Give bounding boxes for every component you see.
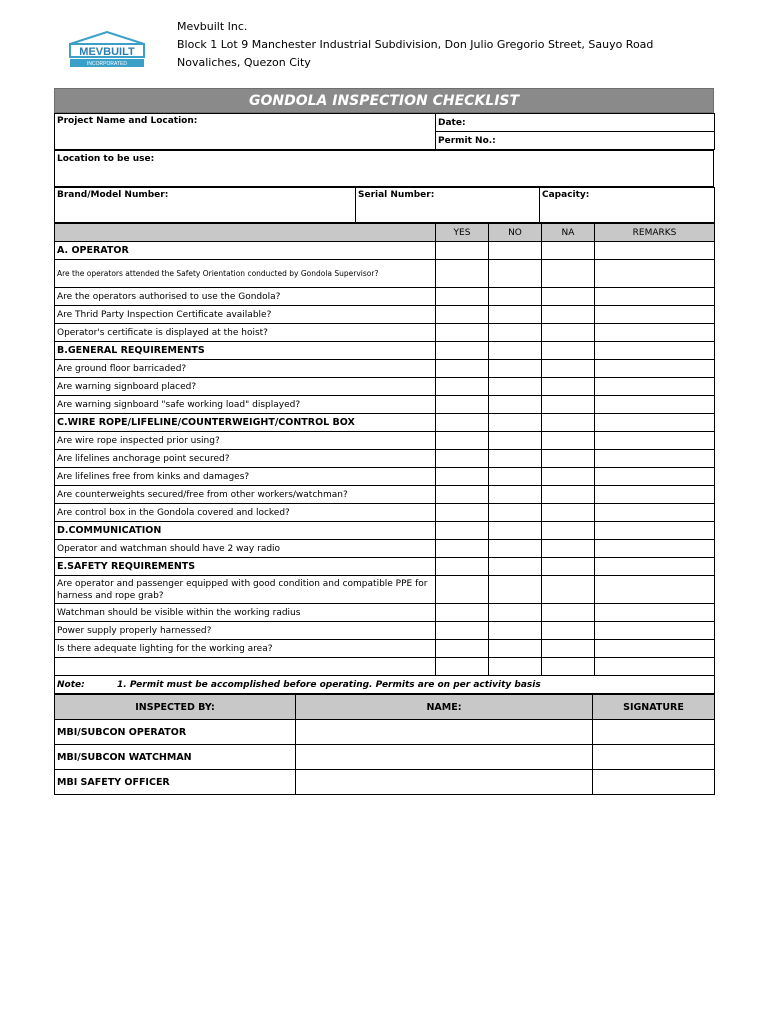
na-checkbox[interactable] xyxy=(542,432,595,450)
section-header-row xyxy=(55,242,715,260)
signoff-signature-field[interactable] xyxy=(593,770,715,795)
no-checkbox[interactable] xyxy=(489,432,542,450)
remarks-field[interactable] xyxy=(595,604,715,622)
checklist-table xyxy=(54,223,715,694)
no-checkbox[interactable] xyxy=(489,450,542,468)
yes-checkbox[interactable] xyxy=(436,504,489,522)
no-checkbox[interactable] xyxy=(489,604,542,622)
question-header xyxy=(55,224,436,242)
remarks-field[interactable] xyxy=(595,324,715,342)
checklist-item-row xyxy=(55,288,715,306)
remarks-field[interactable] xyxy=(595,540,715,558)
yes-checkbox[interactable] xyxy=(436,378,489,396)
note-text: 1. Permit must be accomplished before operating. Permits are on per activity basis xyxy=(117,679,541,690)
checklist-item-row xyxy=(55,260,715,288)
signoff-signature-field[interactable] xyxy=(593,720,715,745)
company-address-line1: Block 1 Lot 9 Manchester Industrial Subdivision, Don Julio Gregorio Street, Sauyo Road xyxy=(177,38,654,51)
checklist-item-row xyxy=(55,504,715,522)
yes-checkbox[interactable] xyxy=(436,604,489,622)
remarks-field[interactable] xyxy=(595,378,715,396)
remarks-header: REMARKS xyxy=(595,224,715,242)
yes-checkbox[interactable] xyxy=(436,486,489,504)
checklist-question: Operator's certificate is displayed at the hoist? xyxy=(55,324,436,342)
checklist-question: Are lifelines free from kinks and damages? xyxy=(55,468,436,486)
equipment-table xyxy=(54,187,715,223)
yes-cell[interactable] xyxy=(436,242,489,260)
yes-checkbox[interactable] xyxy=(436,260,489,288)
note-label: Note: xyxy=(57,679,85,690)
note-row xyxy=(55,676,715,694)
yes-checkbox[interactable] xyxy=(436,622,489,640)
checklist-body xyxy=(55,242,715,658)
section-title: A. OPERATOR xyxy=(55,242,436,260)
remarks-field[interactable] xyxy=(595,432,715,450)
letterhead xyxy=(0,0,768,88)
checklist-item-row xyxy=(55,468,715,486)
na-header: NA xyxy=(542,224,595,242)
yes-checkbox[interactable] xyxy=(436,450,489,468)
section-header-row xyxy=(55,414,715,432)
na-checkbox[interactable] xyxy=(542,450,595,468)
signoff-role: MBI/SUBCON OPERATOR xyxy=(55,720,296,745)
remarks-cell[interactable] xyxy=(595,342,715,360)
section-header-row xyxy=(55,558,715,576)
no-cell[interactable] xyxy=(489,522,542,540)
checklist-question: Are counterweights secured/free from other workers/watchman? xyxy=(55,486,436,504)
capacity-field[interactable]: Capacity: xyxy=(540,188,715,223)
signoff-role: MBI SAFETY OFFICER xyxy=(55,770,296,795)
brand-model-field[interactable]: Brand/Model Number: xyxy=(55,188,356,223)
na-checkbox[interactable] xyxy=(542,288,595,306)
no-checkbox[interactable] xyxy=(489,260,542,288)
checklist-header-row xyxy=(55,224,715,242)
name-header: NAME: xyxy=(296,695,593,720)
checklist-question: Are the operators authorised to use the Gondola? xyxy=(55,288,436,306)
na-checkbox[interactable] xyxy=(542,260,595,288)
no-checkbox[interactable] xyxy=(489,324,542,342)
checklist-item-row xyxy=(55,604,715,622)
checklist-question: Are ground floor barricaded? xyxy=(55,360,436,378)
na-checkbox[interactable] xyxy=(542,576,595,604)
signoff-header-row xyxy=(55,695,715,720)
no-cell[interactable] xyxy=(489,342,542,360)
inspected-by-header: INSPECTED BY: xyxy=(55,695,296,720)
company-address-line2: Novaliches, Quezon City xyxy=(177,56,311,69)
remarks-field[interactable] xyxy=(595,576,715,604)
location-field[interactable]: Location to be use: xyxy=(55,151,714,187)
remarks-cell[interactable] xyxy=(595,414,715,432)
checklist-item-row xyxy=(55,486,715,504)
na-checkbox[interactable] xyxy=(542,324,595,342)
yes-checkbox[interactable] xyxy=(436,396,489,414)
location-table xyxy=(54,150,714,187)
yes-checkbox[interactable] xyxy=(436,540,489,558)
checklist-question: Operator and watchman should have 2 way radio xyxy=(55,540,436,558)
signoff-name-field[interactable] xyxy=(296,720,593,745)
no-checkbox[interactable] xyxy=(489,468,542,486)
signature-header: SIGNATURE xyxy=(593,695,715,720)
na-checkbox[interactable] xyxy=(542,504,595,522)
no-checkbox[interactable] xyxy=(489,640,542,658)
checklist-question: Are lifelines anchorage point secured? xyxy=(55,450,436,468)
checklist-question: Are Thrid Party Inspection Certificate available? xyxy=(55,306,436,324)
permit-field[interactable]: Permit No.: xyxy=(436,132,715,150)
checklist-item-row xyxy=(55,576,715,604)
section-header-row xyxy=(55,522,715,540)
yes-checkbox[interactable] xyxy=(436,360,489,378)
no-checkbox[interactable] xyxy=(489,622,542,640)
na-checkbox[interactable] xyxy=(542,360,595,378)
remarks-field[interactable] xyxy=(595,504,715,522)
checklist-question: Are operator and passenger equipped with good condition and compatible PPE for harness and rope grab? xyxy=(55,576,436,604)
checklist-item-row xyxy=(55,540,715,558)
remarks-cell[interactable] xyxy=(595,558,715,576)
na-cell[interactable] xyxy=(542,558,595,576)
yes-cell[interactable] xyxy=(436,342,489,360)
logo-subtext: INCORPORATED xyxy=(87,61,127,67)
na-checkbox[interactable] xyxy=(542,640,595,658)
na-checkbox[interactable] xyxy=(542,604,595,622)
section-title: E.SAFETY REQUIREMENTS xyxy=(55,558,436,576)
remarks-field[interactable] xyxy=(595,468,715,486)
remarks-field[interactable] xyxy=(595,640,715,658)
serial-number-field[interactable]: Serial Number: xyxy=(356,188,540,223)
no-checkbox[interactable] xyxy=(489,576,542,604)
checklist-question: Are wire rope inspected prior using? xyxy=(55,432,436,450)
project-name-field[interactable]: Project Name and Location: xyxy=(55,114,436,150)
company-block xyxy=(177,18,653,72)
na-checkbox[interactable] xyxy=(542,378,595,396)
checklist-title: GONDOLA INSPECTION CHECKLIST xyxy=(54,88,714,113)
logo-text: MEVBUILT xyxy=(79,46,135,58)
remarks-field[interactable] xyxy=(595,306,715,324)
na-cell[interactable] xyxy=(542,414,595,432)
yes-cell[interactable] xyxy=(436,558,489,576)
signoff-name-field[interactable] xyxy=(296,770,593,795)
section-header-row xyxy=(55,342,715,360)
yes-cell[interactable] xyxy=(436,414,489,432)
checklist-item-row xyxy=(55,360,715,378)
remarks-cell[interactable] xyxy=(595,242,715,260)
checklist-question: Is there adequate lighting for the working area? xyxy=(55,640,436,658)
no-header: NO xyxy=(489,224,542,242)
remarks-field[interactable] xyxy=(595,288,715,306)
no-checkbox[interactable] xyxy=(489,396,542,414)
project-info-table xyxy=(54,113,715,150)
no-cell[interactable] xyxy=(489,242,542,260)
yes-checkbox[interactable] xyxy=(436,306,489,324)
remarks-field[interactable] xyxy=(595,260,715,288)
checklist-sheet xyxy=(54,88,714,795)
yes-checkbox[interactable] xyxy=(436,640,489,658)
na-checkbox[interactable] xyxy=(542,486,595,504)
checklist-question: Power supply properly harnessed? xyxy=(55,622,436,640)
no-checkbox[interactable] xyxy=(489,486,542,504)
signoff-role: MBI/SUBCON WATCHMAN xyxy=(55,745,296,770)
checklist-item-row xyxy=(55,396,715,414)
no-cell[interactable] xyxy=(489,558,542,576)
checklist-item-row xyxy=(55,640,715,658)
mevbuilt-logo xyxy=(66,31,148,71)
na-cell[interactable] xyxy=(542,242,595,260)
no-cell[interactable] xyxy=(489,414,542,432)
na-cell[interactable] xyxy=(542,342,595,360)
signoff-row xyxy=(55,770,715,795)
no-checkbox[interactable] xyxy=(489,378,542,396)
remarks-field[interactable] xyxy=(595,450,715,468)
yes-header: YES xyxy=(436,224,489,242)
remarks-field[interactable] xyxy=(595,622,715,640)
section-title: D.COMMUNICATION xyxy=(55,522,436,540)
remarks-field[interactable] xyxy=(595,396,715,414)
date-field[interactable]: Date: xyxy=(436,114,715,132)
signoff-table xyxy=(54,694,715,795)
na-checkbox[interactable] xyxy=(542,306,595,324)
yes-checkbox[interactable] xyxy=(436,288,489,306)
signoff-row xyxy=(55,720,715,745)
checklist-item-row xyxy=(55,622,715,640)
no-checkbox[interactable] xyxy=(489,540,542,558)
company-name: Mevbuilt Inc. xyxy=(177,20,248,33)
yes-checkbox[interactable] xyxy=(436,576,489,604)
signoff-row xyxy=(55,745,715,770)
checklist-item-row xyxy=(55,378,715,396)
checklist-item-row xyxy=(55,324,715,342)
no-checkbox[interactable] xyxy=(489,504,542,522)
yes-checkbox[interactable] xyxy=(436,324,489,342)
na-checkbox[interactable] xyxy=(542,622,595,640)
checklist-item-row xyxy=(55,306,715,324)
na-checkbox[interactable] xyxy=(542,540,595,558)
no-checkbox[interactable] xyxy=(489,288,542,306)
no-checkbox[interactable] xyxy=(489,306,542,324)
remarks-cell[interactable] xyxy=(595,522,715,540)
no-checkbox[interactable] xyxy=(489,360,542,378)
yes-cell[interactable] xyxy=(436,522,489,540)
section-title: C.WIRE ROPE/LIFELINE/COUNTERWEIGHT/CONTROL BOX xyxy=(55,414,436,432)
remarks-field[interactable] xyxy=(595,360,715,378)
na-checkbox[interactable] xyxy=(542,396,595,414)
na-cell[interactable] xyxy=(542,522,595,540)
checklist-question: Are control box in the Gondola covered and locked? xyxy=(55,504,436,522)
yes-checkbox[interactable] xyxy=(436,468,489,486)
yes-checkbox[interactable] xyxy=(436,432,489,450)
na-checkbox[interactable] xyxy=(542,468,595,486)
checklist-item-row xyxy=(55,432,715,450)
signoff-name-field[interactable] xyxy=(296,745,593,770)
checklist-question: Are warning signboard placed? xyxy=(55,378,436,396)
checklist-question: Are the operators attended the Safety Orientation conducted by Gondola Supervisor? xyxy=(55,260,436,288)
remarks-field[interactable] xyxy=(595,486,715,504)
signoff-signature-field[interactable] xyxy=(593,745,715,770)
checklist-question: Watchman should be visible within the working radius xyxy=(55,604,436,622)
checklist-question: Are warning signboard "safe working load" displayed? xyxy=(55,396,436,414)
section-title: B.GENERAL REQUIREMENTS xyxy=(55,342,436,360)
blank-row xyxy=(55,658,715,676)
checklist-item-row xyxy=(55,450,715,468)
